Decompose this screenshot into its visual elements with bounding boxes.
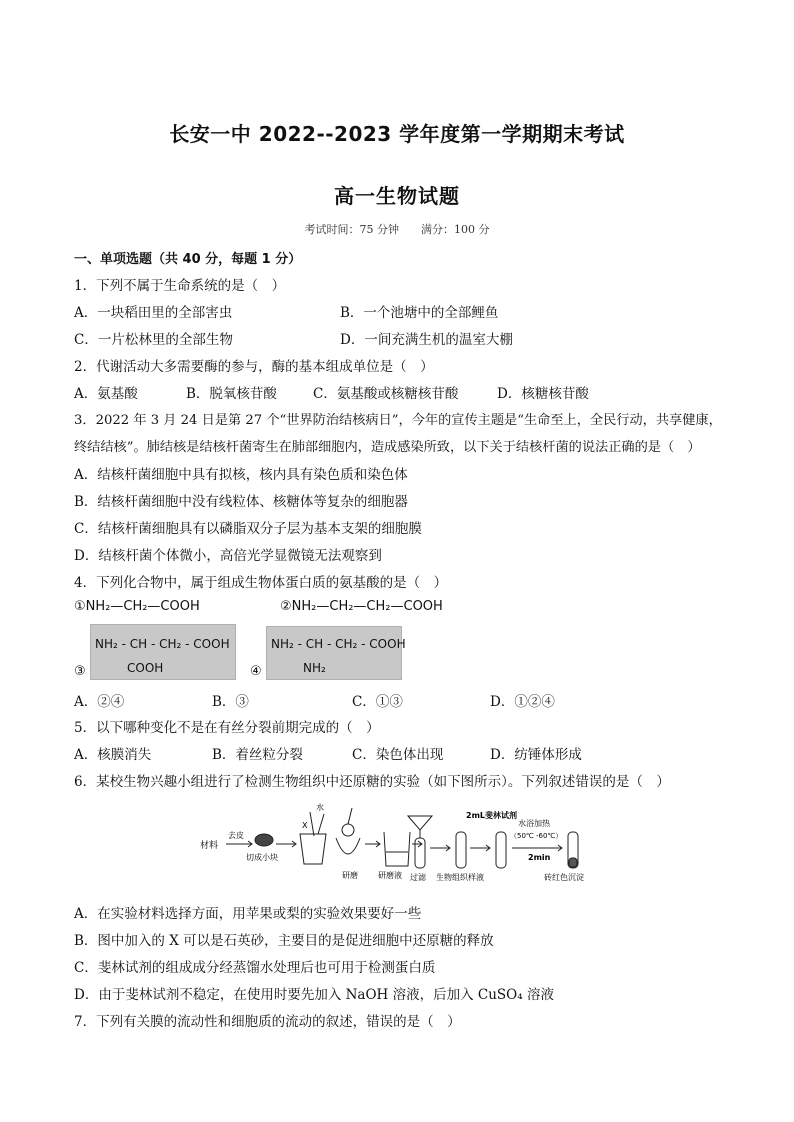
figure-label-reagent: 2mL斐林试剂 [466,811,517,820]
q2-stem: 2．代谢活动大多需要酶的参与，酶的基本组成单位是（ ） [74,359,434,375]
q4-compound-3-label: ③ [74,664,86,679]
q6-option-b: B．图中加入的 X 可以是石英砂，主要目的是促进细胞中还原糖的释放 [74,933,494,949]
q6-stem: 6．某校生物兴趣小组进行了检测生物组织中还原糖的实验（如下图所示）。下列叙述错误的是（ ） [74,774,670,790]
q5-option-a: A．核膜消失 [74,747,152,763]
q4-option-d: D．①②④ [490,694,555,710]
figure-label-filter: 过滤 [410,873,426,882]
q6-option-d: D．由于斐林试剂不稳定，在使用时要先加入 NaOH 溶液，后加入 CuSO₄ 溶液 [74,987,554,1003]
q5-option-d: D．纺锤体形成 [490,747,582,763]
q4-compound-4-sub: NH₂ [303,661,326,675]
figure-label-cut: 切成小块 [246,853,278,862]
q4-compound-2: ②NH₂—CH₂—CH₂—COOH [280,599,443,614]
q3-option-c: C．结核杆菌细胞具有以磷脂双分子层为基本支架的细胞膜 [74,521,422,537]
exam-title: 长安一中 2022--2023 学年度第一学期期末考试 [169,122,625,146]
q3-option-b: B．结核杆菌细胞中没有线粒体、核糖体等复杂的细胞器 [74,494,408,510]
q2-option-c: C．氨基酸或核糖核苷酸 [313,386,459,402]
q7-stem: 7．下列有关膜的流动性和细胞质的流动的叙述，错误的是（ ） [74,1014,461,1030]
q4-compound-4-structure [266,626,406,680]
figure-label-temp: （50℃ -60℃） [510,832,563,840]
q4-option-c: C．①③ [352,694,403,710]
q6-experiment-figure [200,798,600,884]
figure-label-time: 2min [528,853,551,862]
q4-compound-4-main: NH₂ - CH - CH₂ - COOH [271,637,406,651]
q1-option-a: A．一块稻田里的全部害虫 [74,305,233,321]
q6-option-a: A．在实验材料选择方面，用苹果或梨的实验效果要好一些 [74,906,422,922]
q4-compound-3-structure [90,624,236,680]
q1-option-c: C．一片松林里的全部生物 [74,332,233,348]
q2-option-b: B．脱氧核苷酸 [186,386,277,402]
figure-label-slurry: 研磨液 [378,871,402,880]
exam-subtitle: 高一生物试题 [334,184,460,208]
q4-stem: 4．下列化合物中，属于组成生物体蛋白质的氨基酸的是（ ） [74,575,448,591]
q5-option-c: C．染色体出现 [352,747,444,763]
figure-label-material: 材料 [200,841,219,851]
figure-label-heat: 水浴加热 [518,819,550,828]
q4-compound-3-sub: COOH [127,661,164,675]
q5-stem: 5．以下哪种变化不是在有丝分裂前期完成的（ ） [74,720,380,736]
q2-option-a: A．氨基酸 [74,386,138,402]
q3-option-d: D．结核杆菌个体微小，高倍光学显微镜无法观察到 [74,548,382,564]
q2-option-d: D．核糖核苷酸 [497,386,589,402]
figure-label-grind: 研磨 [342,871,358,880]
figure-label-peel: 去皮 [228,831,244,840]
figure-label-water: 水 [316,803,324,812]
figure-label-x: X [302,821,308,830]
q4-option-b: B．③ [212,694,249,710]
q3-stem-line2: 终结结核”。肺结核是结核杆菌寄生在肺部细胞内，造成感染所致，以下关于结核杆菌的说法正确的是（ ） [74,440,701,455]
section-heading: 一、单项选题（共 40 分，每题 1 分） [74,252,302,267]
q4-compound-3-main: NH₂ - CH - CH₂ - COOH [95,637,230,651]
q6-option-c: C．斐林试剂的组成成分经蒸馏水处理后也可用于检测蛋白质 [74,960,436,976]
q1-option-b: B．一个池塘中的全部鲤鱼 [340,305,499,321]
q1-stem: 1．下列不属于生命系统的是（ ） [74,278,286,294]
q5-option-b: B．着丝粒分裂 [212,747,303,763]
q3-stem-line1: 3．2022 年 3 月 24 日是第 27 个“世界防治结核病日”，今年的宣传主题是“生命至上，全民行动，共享健康， [74,413,722,428]
q3-option-a: A．结核杆菌细胞中具有拟核，核内具有染色质和染色体 [74,467,408,483]
q4-compound-1: ①NH₂—CH₂—COOH [74,599,200,614]
exam-meta: 考试时间：75 分钟 满分：100 分 [304,223,490,236]
q4-option-a: A．②④ [74,694,125,710]
figure-label-result: 砖红色沉淀 [544,873,584,882]
q4-compound-4-label: ④ [250,664,262,679]
q1-option-d: D．一间充满生机的温室大棚 [340,332,513,348]
figure-label-sample: 生物组织样液 [436,873,484,882]
